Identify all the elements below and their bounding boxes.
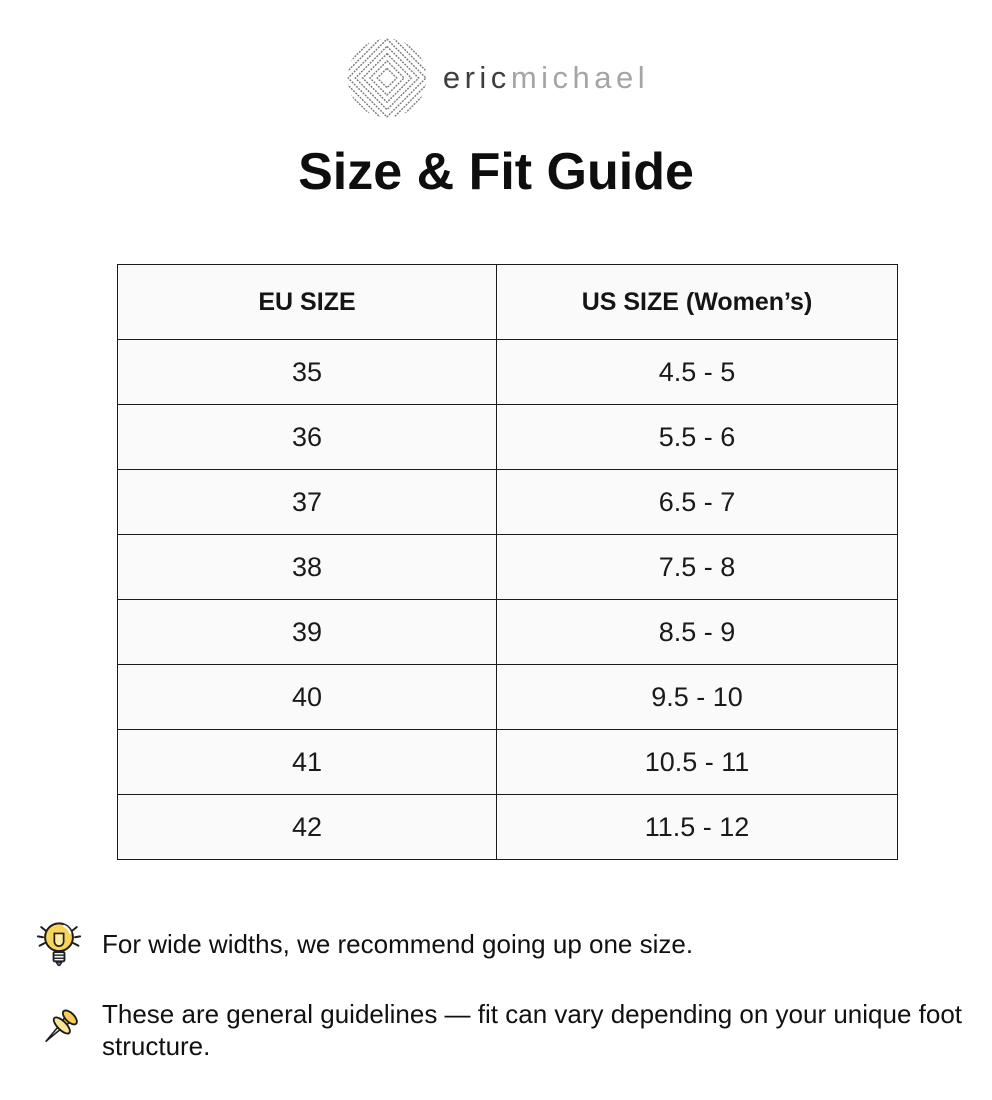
table-row <box>118 795 898 860</box>
us-size-cell: 6.5 - 7 <box>497 470 898 535</box>
column-header-eu-size: EU SIZE <box>118 265 497 340</box>
eu-size-cell: 40 <box>118 665 497 730</box>
table-row <box>118 470 898 535</box>
table-row <box>118 600 898 665</box>
eu-size-cell: 36 <box>118 405 497 470</box>
note-guidelines <box>32 998 972 1062</box>
table-row <box>118 340 898 405</box>
note-text: For wide widths, we recommend going up one size. <box>102 929 694 959</box>
eu-size-cell: 42 <box>118 795 497 860</box>
eu-size-cell: 41 <box>118 730 497 795</box>
brand-wordmark <box>443 60 649 96</box>
page-title: Size & Fit Guide <box>298 143 694 201</box>
table-row <box>118 730 898 795</box>
us-size-cell: 10.5 - 11 <box>497 730 898 795</box>
eu-size-cell: 38 <box>118 535 497 600</box>
us-size-cell: 5.5 - 6 <box>497 405 898 470</box>
brand-header <box>0 0 992 202</box>
lightbulb-icon <box>32 916 86 972</box>
column-header-us-size: US SIZE (Women’s) <box>497 265 898 340</box>
table-row <box>118 405 898 470</box>
brand-name-second: michael <box>510 60 650 95</box>
size-table <box>117 264 898 860</box>
eu-size-cell: 35 <box>118 340 497 405</box>
pushpin-icon <box>32 1002 86 1058</box>
eu-size-cell: 39 <box>118 600 497 665</box>
footnotes <box>32 916 972 1062</box>
table-header-row <box>118 265 898 340</box>
us-size-cell: 4.5 - 5 <box>497 340 898 405</box>
table-row <box>118 665 898 730</box>
brand-logo <box>0 0 992 122</box>
us-size-cell: 8.5 - 9 <box>497 600 898 665</box>
us-size-cell: 11.5 - 12 <box>497 795 898 860</box>
us-size-cell: 9.5 - 10 <box>497 665 898 730</box>
diamond-pattern-logo-icon <box>343 35 431 121</box>
note-text: These are general guidelines — fit can vary depending on your unique foot structure. <box>102 999 963 1061</box>
us-size-cell: 7.5 - 8 <box>497 535 898 600</box>
brand-name-first: eric <box>442 60 511 95</box>
note-wide-widths <box>32 916 972 972</box>
eu-size-cell: 37 <box>118 470 497 535</box>
table-row <box>118 535 898 600</box>
